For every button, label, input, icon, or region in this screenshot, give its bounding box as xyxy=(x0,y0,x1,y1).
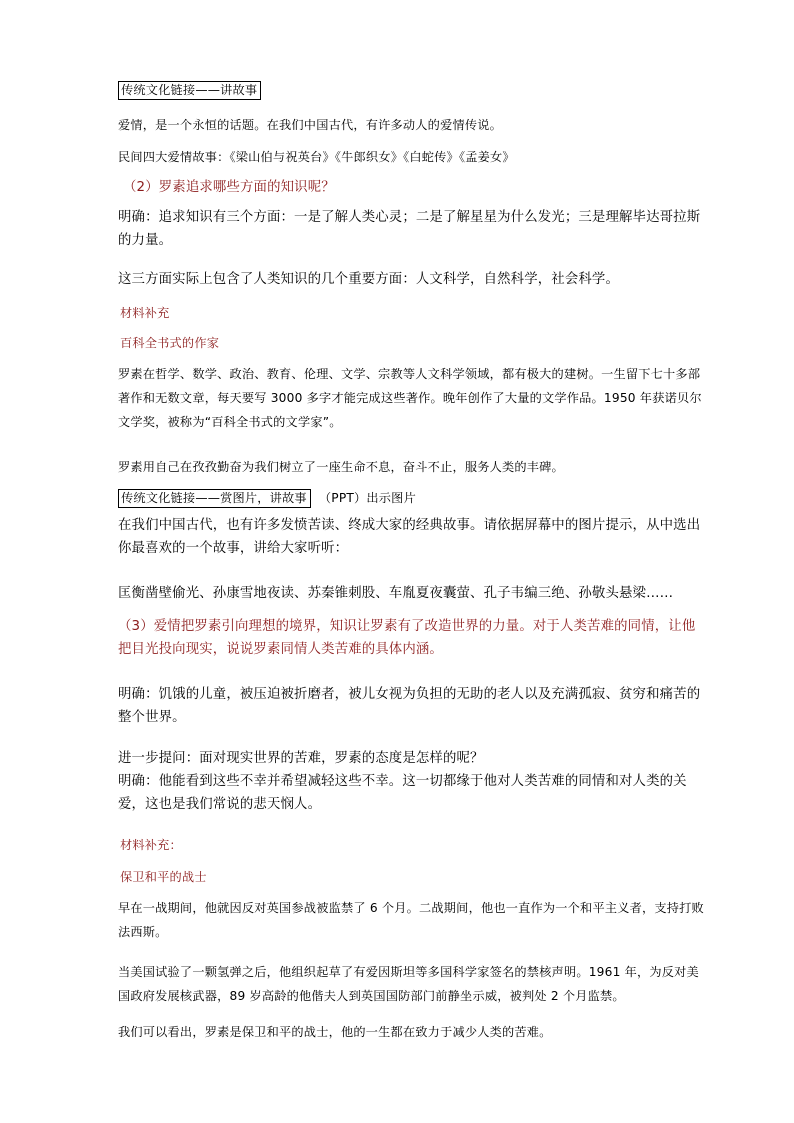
answer-3-followup-text: 明确：他能看到这些不幸并希望减轻这些不幸。这一切都缘于他对人类苦难的同情和对人类的关爱，这也是我们常说的悲天悯人。 xyxy=(118,774,687,812)
material-2-text-2: 当美国试验了一颗氢弹之后，他组织起草了有爱因斯坦等多国科学家签名的禁核声明。1961 年，为反对美国政府发展核武器，89 岁高龄的他偕夫人到英国国防部门前静坐示威，被判处 2 个月监禁。 xyxy=(118,965,699,1003)
classic-stories-list: 匡衡凿壁偷光、孙康雪地夜读、苏秦锥刺股、车胤夏夜囊萤、孔子韦编三绝、孙敬头悬梁…… xyxy=(118,586,674,601)
culture-link-2-paragraph xyxy=(118,514,704,560)
question-3 xyxy=(118,615,704,661)
answer-3-followup xyxy=(118,770,704,816)
culture-link-heading-1 xyxy=(118,81,261,98)
material-2-text-1: 早在一战期间，他就因反对英国参战被监禁了 6 个月。二战期间，他也一直作为一个和平主义者，支持打败法西斯。 xyxy=(118,901,704,939)
culture-link-2-text: 在我们中国古代，也有许多发愤苦读、终成大家的经典故事。请依据屏幕中的图片提示，从中选出你最喜欢的一个故事，讲给大家听听： xyxy=(118,518,701,556)
answer-2-text: 明确：追求知识有三个方面：一是了解人类心灵；二是了解星星为什么发光；三是理解毕达哥拉斯的力量。 xyxy=(118,210,701,248)
question-2: （2）罗素追求哪些方面的知识呢？ xyxy=(123,180,335,195)
further-question: 进一步提问：面对现实世界的苦难，罗素的态度是怎样的呢？ xyxy=(118,751,484,766)
culture-link-box-2: 传统文化链接——赏图片，讲故事 xyxy=(118,489,311,508)
material-supplement-label-1: 材料补充 xyxy=(120,306,170,320)
culture-link-heading-2 xyxy=(118,489,416,506)
material-2-paragraph-2 xyxy=(118,960,704,1008)
question-3-text: （3）爱情把罗素引向理想的境界，知识让罗素有了改造世界的力量。对于人类苦难的同情，让他把目光投向现实，说说罗素同情人类苦难的具体内涵。 xyxy=(118,619,696,657)
ppt-note: （PPT）出示图片 xyxy=(318,491,416,505)
answer-3-text: 明确：饥饿的儿童，被压迫被折磨者，被儿女视为负担的无助的老人以及充满孤寂、贫穷和痛苦的整个世界。 xyxy=(118,687,701,725)
material-1-paragraph-2: 罗素用自己在孜孜勤奋为我们树立了一座生命不息，奋斗不止，服务人类的丰碑。 xyxy=(118,460,564,474)
material-1-text: 罗素在哲学、数学、政治、教育、伦理、文学、宗教等人文科学领域，都有极大的建树。一生留下七十多部著作和无数文章，每天要写 3000 多字才能完成这些著作。晚年创作了大量的文学作品。1950 年获诺贝尔文学奖，被称为“百科全书式的文学家”。 xyxy=(118,367,702,429)
four-love-stories-paragraph: 民间四大爱情故事：《梁山伯与祝英台》《牛郎织女》《白蛇传》《孟姜女》 xyxy=(118,150,515,164)
material-title-2: 保卫和平的战士 xyxy=(120,870,207,884)
culture-link-box-1: 传统文化链接——讲故事 xyxy=(118,81,261,100)
material-title-1: 百科全书式的作家 xyxy=(120,336,220,350)
material-1-paragraph-1 xyxy=(118,362,704,434)
love-intro-paragraph: 爱情，是一个永恒的话题。在我们中国古代，有许多动人的爱情传说。 xyxy=(118,118,503,132)
answer-2-summary: 这三方面实际上包含了人类知识的几个重要方面：人文科学，自然科学，社会科学。 xyxy=(118,272,620,287)
answer-3-paragraph xyxy=(118,683,704,729)
material-2-paragraph-3: 我们可以看出，罗素是保卫和平的战士，他的一生都在致力于减少人类的苦难。 xyxy=(118,1025,552,1039)
material-2-paragraph-1 xyxy=(118,896,704,944)
material-supplement-label-2: 材料补充： xyxy=(120,838,182,852)
answer-2-paragraph xyxy=(118,206,704,252)
